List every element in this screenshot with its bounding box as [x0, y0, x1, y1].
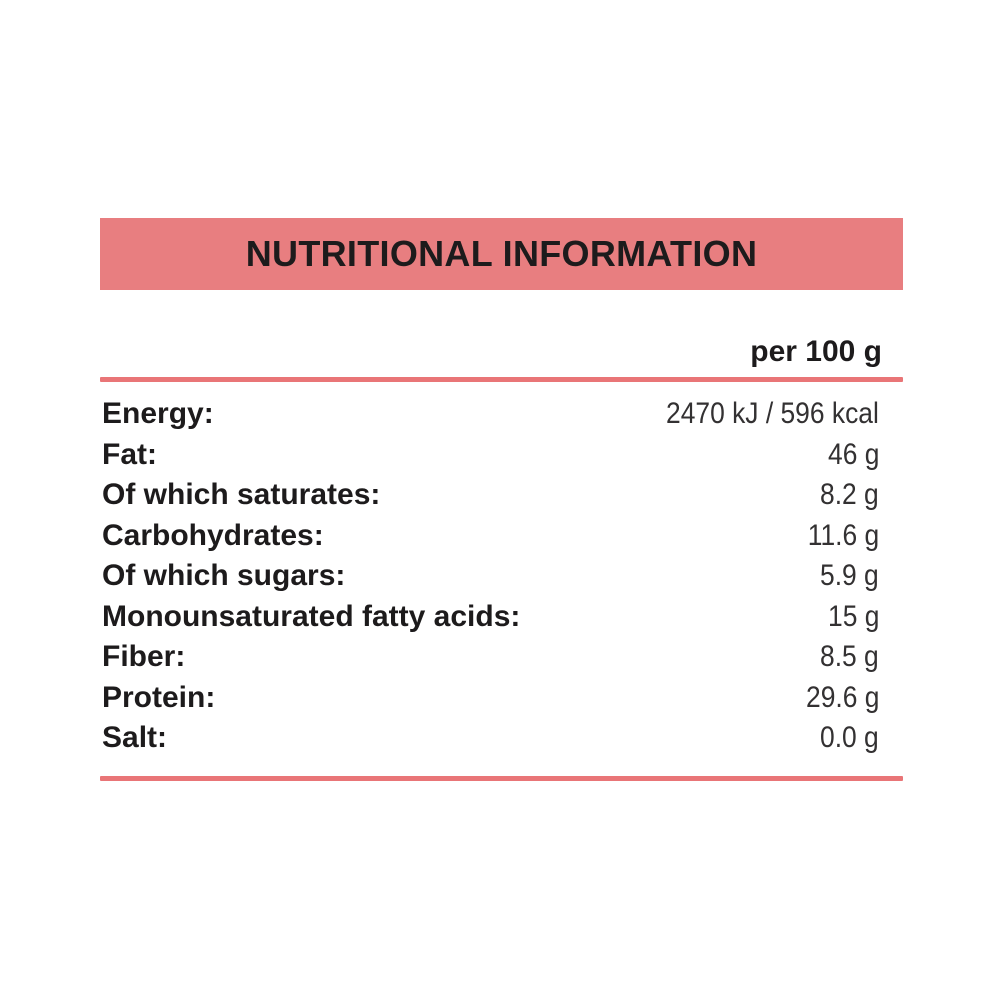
table-row-salt: [100, 718, 903, 759]
nutrient-value: 11.6 g: [807, 518, 879, 552]
nutrition-facts-panel: [100, 218, 903, 781]
nutrient-name: Monounsaturated fatty acids:: [102, 599, 521, 633]
nutrient-name: Fiber:: [102, 640, 186, 673]
table-row-protein: [100, 678, 903, 719]
nutrient-name: Salt:: [102, 721, 168, 754]
nutrient-value: 29.6 g: [805, 680, 879, 714]
nutrient-value: 46 g: [827, 437, 879, 471]
nutrient-name: Of which saturates:: [102, 478, 381, 511]
table-row-saturates: [100, 475, 903, 516]
table-row-monounsaturated: [100, 597, 903, 638]
nutrient-value: 2470 kJ / 596 kcal: [666, 397, 879, 430]
table-row-fiber: [100, 637, 903, 678]
nutrient-name: Energy:: [102, 397, 214, 430]
nutrient-value: 15 g: [827, 599, 879, 633]
panel-title: NUTRITIONAL INFORMATION: [245, 233, 758, 274]
table-row-carbohydrates: [100, 516, 903, 557]
nutrient-value: 0.0 g: [820, 721, 879, 754]
column-header-per-100g: per 100 g: [750, 335, 882, 368]
nutrient-name: Carbohydrates:: [102, 518, 324, 552]
nutrient-value: 8.5 g: [820, 640, 879, 673]
nutrition-rows: [100, 394, 903, 759]
nutrient-name: Fat:: [102, 437, 157, 471]
title-bar: [100, 218, 903, 290]
table-row-sugars: [100, 556, 903, 597]
table-row-energy: [100, 394, 903, 435]
bottom-divider-rule: [100, 776, 903, 781]
nutrient-name: Of which sugars:: [102, 559, 346, 592]
nutrient-value: 8.2 g: [820, 478, 879, 511]
top-divider-rule: [100, 377, 903, 382]
nutrient-name: Protein:: [102, 680, 216, 714]
nutrient-value: 5.9 g: [820, 559, 879, 592]
table-row-fat: [100, 435, 903, 476]
